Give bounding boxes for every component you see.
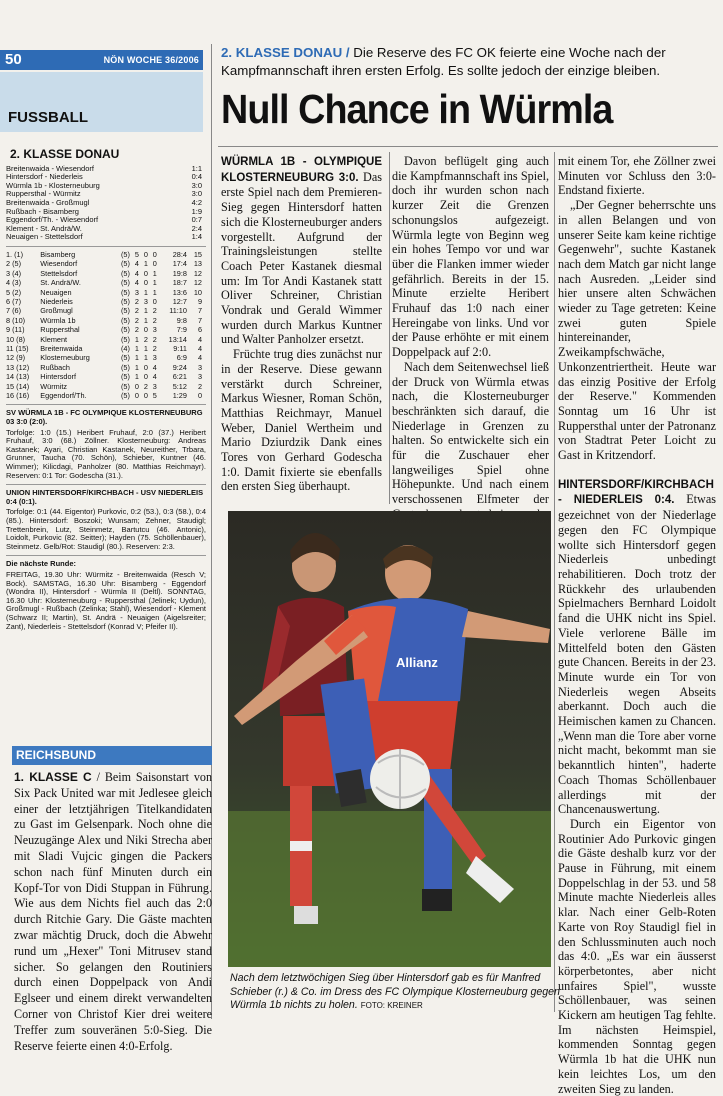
article-column-1 (221, 154, 382, 494)
issue-label: NÖN WOCHE 36/2006 (103, 55, 199, 65)
jersey-sponsor: Allianz (396, 655, 438, 670)
table-row (6, 259, 202, 268)
article-lead: HINTERSDORF/KIRCHBACH - NIEDERLEIS 0:4. (558, 478, 714, 507)
match-report-text: Torfolge: 0:1 (44. Eigentor) Purkovic, 0:2 (53.), 0:3 (58.), 0:4 (85.). Hintersdorf: Boszoki; Wunsam; Zehner, Staudigl; Trettenbrein, Lutz, Steinmetz, Bartutcu (46. Antonic), Loidolt, Purkovic (82. Seitter); Hayden (75. Schöllenbauer), Steinmetz. Gelb/Rot: Staudigl (80.). Reserven: 2:3. (6, 507, 206, 551)
table-row (6, 372, 202, 381)
table-cell: Ruppersthal (40, 325, 80, 335)
table-row (6, 391, 202, 400)
table-cell: Würmitz (40, 381, 68, 391)
table-cell: 0 (152, 296, 157, 306)
section-box (0, 72, 203, 132)
table-cell: 1 (143, 315, 148, 325)
table-row (6, 325, 202, 334)
table-cell: 14 (13) (6, 372, 30, 382)
table-cell: (4) (120, 344, 130, 353)
table-cell: 0 (143, 372, 148, 382)
table-cell: 5 (2) (6, 287, 22, 297)
section-label: FUSSBALL (8, 109, 88, 126)
table-cell: 1:29 (172, 391, 187, 401)
table-cell: 3 (197, 362, 202, 372)
article-column-3 (558, 154, 716, 1096)
match-photo-illustration (228, 511, 551, 967)
table-cell: 13 (12) (6, 362, 30, 372)
table-row (6, 306, 202, 315)
table-cell: 1 (134, 372, 139, 382)
table-cell: Eggendorf/Th. (40, 391, 87, 401)
table-row (6, 363, 202, 372)
table-cell: 15 (193, 249, 202, 259)
table-cell: 9 (11) (6, 325, 25, 335)
table-cell: 1 (134, 344, 139, 353)
table-cell: 17:4 (172, 259, 187, 269)
table-cell: 5:12 (172, 381, 187, 391)
paragraph: Etwas gezeichnet von der Niederlage gegen den FC Olympique wollte sich Hintersdorf gegen Niederleis unbedingt rehabilitieren. Doch trotz der Rückkehr des urlaubenden Spielmachers Bernhard Loidolt fand die UHK nicht ins Spiel. Viele verlorene Bälle im Mittelfeld boten den Gästen gute Chancen. Bereits in der 23. Minute wurde ein Tor von Niederleis wegen Abseits aberkannt. Doch auch die Heimischen kamen zu Chancen. „Wenn man die Tore aber vorne nicht macht, bekommt man sie bekanntlich hinten", haderte Coach Thomas Schöllenbauer allerdings mit der Chancenauswertung. (558, 492, 716, 817)
table-cell: 6:21 (172, 372, 187, 382)
table-cell: 3 (152, 353, 157, 363)
table-cell: 1 (143, 287, 148, 297)
table-cell: Rußbach (40, 362, 70, 372)
table-row (6, 297, 202, 306)
result-score: 1:4 (191, 232, 202, 242)
result-score: 4:2 (191, 197, 202, 207)
table-cell: Neuaigen (40, 287, 72, 297)
table-cell: 1 (134, 362, 139, 372)
match-report-heading: SV WÜRMLA 1B - FC OLYMPIQUE KLOSTERNEUBURG 03 3:0 (2:0). (6, 408, 203, 427)
table-cell: (5) (120, 259, 130, 269)
table-cell: 1 (143, 259, 148, 269)
table-cell: 1 (143, 306, 148, 316)
slash: / (96, 770, 105, 784)
table-cell: (5) (120, 325, 130, 335)
table-cell: 0 (143, 249, 148, 259)
table-cell: Bisamberg (40, 249, 76, 259)
paragraph: mit einem Tor, ehe Zöllner zwei Minuten vor Schluss den 3:0-Endstand fixierte. (558, 154, 716, 198)
table-cell: (5) (120, 334, 130, 344)
table-row (6, 353, 202, 362)
table-cell: 1 (143, 344, 148, 353)
table-cell: 2 (152, 334, 157, 344)
divider (6, 246, 206, 247)
table-cell: 9:24 (172, 362, 187, 372)
table-cell: 2 (152, 306, 157, 316)
table-cell: 2 (134, 315, 139, 325)
table-cell: 1 (152, 278, 157, 288)
next-round-text: FREITAG, 19.30 Uhr: Würmitz - Breitenwaida (Resch V; Bock). SAMSTAG, 16.30 Uhr: Bisamberg - Eggendorf (Wondra II), Hintersdorf - Würmla II (Deltl). SONNTAG, 16.30 Uhr: Klosterneuburg - Ruppersthal (Jelinek; Uydun), Großmugl - Rußbach (Zelinka; Stahl), Wiesendorf - Klement (Schwarz II; Martin), St. Andrä - Neuaigen (Aigelsreiter; Zant), Niederleis - Stettelsdorf (Konrad V; Pfeifer II). (6, 569, 206, 631)
table-cell: 3 (4) (6, 268, 22, 278)
table-cell: Klement (40, 334, 68, 344)
table-cell: 6 (197, 325, 202, 335)
page-header-bar (0, 50, 203, 70)
table-cell: 2 (134, 325, 139, 335)
table-cell: 2 (5) (6, 259, 22, 269)
reichsbund-kicker: 1. KLASSE C (14, 770, 92, 784)
result-match: Klement - St. Andrä/W. (6, 223, 82, 233)
table-cell: 13:14 (168, 334, 187, 344)
table-cell: 7 (197, 315, 202, 325)
table-cell: (5) (120, 268, 130, 278)
table-cell: (5) (120, 353, 130, 363)
table-cell: St. Andrä/W. (40, 278, 81, 288)
column-rule (554, 152, 555, 1012)
photo-credit: FOTO: KREINER (360, 1001, 423, 1010)
result-match: Eggendorf/Th. - Wiesendorf (6, 215, 99, 225)
table-cell: 18:7 (172, 278, 187, 288)
table-cell: 8 (10) (6, 315, 26, 325)
table-cell: 7:9 (176, 325, 187, 335)
table-cell: (5) (120, 391, 130, 401)
table-cell: 5 (134, 249, 139, 259)
table-cell: (5) (120, 381, 130, 391)
paragraph: Davon beflügelt ging auch die Kampfmannschaft ins Spiel, doch ihr wurden schon nach kurzer Zeit die Grenzen schonungslos aufgezeigt. Würmla legte von Beginn weg ein hohes Tempo vor und war über die Flanken immer wieder gefährlich. Bereits in der 15. Minute erzielte Heribert Fruhauf das 1:0 nach einer Hereingabe von links. Und vor der Pause erhöhte er mit einem Doppelpack auf 2:0. (392, 154, 549, 360)
page-number: 50 (5, 51, 22, 68)
table-cell: Breitenwaida (40, 344, 83, 353)
kicker-label: 2. KLASSE DONAU / (221, 45, 350, 60)
result-match: Breitenwaida - Großmugl (6, 197, 90, 207)
kicker-text: Die Reserve des FC OK feierte eine Woche nach der Kampfmannschaft ihren ersten Erfolg. Es sollte jedoch der einzige bleiben. (221, 45, 666, 78)
paragraph: Nach dem Seitenwechsel ließ der Druck von Würmla etwas nach, die Klosterneuburger beschränkten sich darauf, die Niederlage in Grenzen zu halten. So entwickelte sich ein für die Zuschauer eher langweiliges Spiel ohne Höhepunkte. Und nach einem verschossenen Elfmeter der (392, 359, 549, 507)
paragraph: Das erste Spiel nach dem Premieren-Sieg gegen Hintersdorf hatten sich die Klosterneuburger anders vorgestellt. Aufgrund der Trainingsleistungen stellte Coach Peter Kastanek diesmal um: Im Tor Andi Kastanek statt Oliver Schreiner, Christian Vondrak und Gerald Wimmer wurden durch Markus Kuntner und Walter Panholzer ersetzt. (221, 169, 382, 347)
result-row (6, 233, 206, 242)
table-cell: 2 (143, 381, 148, 391)
table-cell: 10 (8) (6, 334, 26, 344)
table-cell: 3 (197, 372, 202, 382)
match-report-heading: UNION HINTERSDORF/KIRCHBACH - USV NIEDERLEIS 0:4 (0:1). (6, 488, 204, 506)
result-match: Würmla 1b - Klosterneuburg (6, 180, 100, 190)
result-score: 0:7 (191, 215, 202, 225)
table-cell: 0 (152, 259, 157, 269)
table-cell: Wiesendorf (40, 259, 78, 269)
table-cell: 1 (134, 353, 139, 363)
table-row (6, 335, 202, 344)
table-cell: 4 (3) (6, 278, 22, 288)
table-cell: 7 (6) (6, 306, 22, 316)
table-cell: 12 (193, 278, 202, 288)
table-cell: 0 (197, 391, 202, 401)
paragraph: Durch ein Eigentor von Routinier Ado Purkovic gingen die Gäste deshalb kurz vor der Pause in Führung, mit einem Doppelschlag in der 53. und 58 Minute machte Niederleis alles klar. Nach einer Gelb-Roten Karte von Roy Staudigl fiel in den Schlussminuten auch noch das 4:0. „Es war ein äusserst körperbetontes, aber nicht unfaires Spiel", wusste Schöllenbauer, was seinen Kickern am heutigen Tag fehlte. Im nächsten Heimspiel, kommenden Sonntag gegen Würmla 1b hat die UHK nun kein leichtes Los, um den zweiten Sieg zu landen. (558, 816, 716, 1096)
reichsbund-article (14, 770, 212, 1054)
result-score: 2:4 (191, 223, 202, 233)
match-photo (228, 511, 551, 967)
table-cell: 3 (134, 287, 139, 297)
match-report-text: Torfolge: 1:0 (15.) Heribert Fruhauf, 2:0 (37.) Heribert Fruhauf, 3:0 (68.) Zöllner. Klosterneuburg: Andreas Kastanek; Ayari, Christian Kastanek, Neureither, Trbara, Grunner, Taucha (70. Schön), Schieber, Kuntner (46. Wimmer); Kilicdagi, Panholzer (80. Matthias Reichmayr). Reserven: 0:1 Tor: Godescha (31.). (6, 427, 206, 480)
table-cell: 12 (193, 268, 202, 278)
results-list (6, 165, 206, 242)
table-cell: (5) (120, 315, 130, 325)
table-cell: Großmugl (40, 306, 73, 316)
table-cell: 0 (143, 325, 148, 335)
article-kicker (221, 44, 701, 80)
result-match: Ruppersthal - Würmitz (6, 189, 81, 199)
table-cell: 9 (197, 296, 202, 306)
photo-caption (230, 972, 560, 1013)
paragraph: „Der Gegner beherrschte uns in allen Belangen und von unserer Seite kam keine richtige Gegenwehr", suchte Kastanek nach dem Match gar nicht lange nach Ausreden. „Leider sind hier unsere alten Schwächen wieder zu Tage getreten: Keine zwei guten Spiele hintereinander, Zweikampfschwäche, Unkonzentriertheit. Heute war das einzig Positive der Erfolg der Reserve." Kommenden Sonntag um 16 Uhr ist Ruppersthal unter der Patronanz von Stadtrat Peter Loicht zu Gast in Kritzendorf. (558, 198, 716, 463)
table-row (6, 278, 202, 287)
result-score: 1:9 (191, 206, 202, 216)
table-cell: Stettelsdorf (40, 268, 78, 278)
table-cell: 5 (152, 391, 157, 401)
table-cell: 4 (197, 334, 202, 344)
result-match: Breitenwaida - Wiesendorf (6, 163, 94, 173)
table-cell: Würmla 1b (40, 315, 76, 325)
divider (6, 555, 206, 556)
caption-text: Nach dem letztwöchigen Sieg über Hintersdorf gab es für Manfred Schieber (r.) & Co. im Dress des FC Olympique Klosterneuburg gegen Würmla 1b nichts zu holen. (230, 972, 560, 1011)
table-cell: 0 (152, 249, 157, 259)
table-cell: 12:7 (172, 296, 187, 306)
table-cell: 6 (7) (6, 296, 22, 306)
table-cell: 0 (143, 391, 148, 401)
table-cell: 2 (134, 306, 139, 316)
table-cell: 3 (143, 296, 148, 306)
table-cell: 10 (193, 287, 202, 297)
table-cell: 15 (14) (6, 381, 30, 391)
table-cell: 19:8 (172, 268, 187, 278)
table-cell: 11 (15) (6, 344, 29, 353)
table-cell: 4 (134, 268, 139, 278)
table-cell: 4 (197, 353, 202, 363)
table-cell: (5) (120, 249, 130, 259)
league-title: 2. KLASSE DONAU (10, 147, 120, 161)
table-cell: (5) (120, 287, 130, 297)
table-cell: 0 (143, 268, 148, 278)
league-sidebar (6, 147, 206, 631)
table-cell: 6:9 (176, 353, 187, 363)
article-lead: WÜRMLA 1B - OLYMPIQUE KLOSTERNEUBURG 3:0. (221, 156, 382, 184)
table-cell: 4 (152, 372, 157, 382)
headline-rule (218, 146, 718, 147)
table-cell: 12 (9) (6, 353, 26, 363)
table-cell: 3 (152, 381, 157, 391)
divider (6, 484, 206, 485)
table-cell: 2 (143, 334, 148, 344)
table-row (6, 250, 202, 259)
table-cell: 1 (143, 353, 148, 363)
reichsbund-text: Beim Saisonstart von Six Pack United war mit Jedlesee gleich einer der letztjährigen Titelkandidaten zu Gast im Gelsenpark. Noch ohne die Neuzugänge Alex und Niki Strecha aber mit Sladi Vujcic gingen die Packers schon nach fünf Minuten durch ein Kopf-Tor von Didi Stuppan in Führung. Wie aus dem Nichts fiel auch das 2:0 durch Ritchie Gary. Die Gäste machten zwar mächtig Druck, doch die Abwehr rund um „Hexer" Toni Mitrusev stand sicher. So gelangen den Routiniers durch einen Doppelpack von Andi Eglseer und einem direkt verwandelten Corner von Christof Kier drei weitere Treffer zum souveränen 5:0-Sieg. Die Reserve feierte einen 4:0-Erfolg. (14, 770, 212, 1053)
table-cell: 1. (1) (6, 249, 24, 259)
table-cell: 1 (152, 287, 157, 297)
table-cell: 1 (134, 334, 139, 344)
table-cell: 2 (152, 344, 157, 353)
paragraph: Früchte trug dies zunächst nur in der Reserve. Diese gewann verstärkt durch Schreiner, Markus Wiesner, Roman Schön, Matthias Reichmayr, Manuel Weber, Daniel Wertheim und Mario Dziurdzik Dank eines Tores von Gerhard Godescha 1:0. Damit fixierte sie ebenfalls den ersten Sieg überhaupt. (221, 347, 382, 494)
table-cell: 3 (152, 325, 157, 335)
table-cell: 1 (152, 268, 157, 278)
result-match: Hintersdorf - Niederleis (6, 172, 83, 182)
table-cell: Hintersdorf (40, 372, 76, 382)
table-cell: 4 (134, 278, 139, 288)
table-row (6, 344, 202, 353)
table-cell: 0 (143, 278, 148, 288)
table-cell: 2 (197, 381, 202, 391)
table-row (6, 269, 202, 278)
result-match: Neuaigen - Stettelsdorf (6, 232, 83, 242)
table-cell: (5) (120, 372, 130, 382)
table-cell: 16 (16) (6, 391, 30, 401)
table-row (6, 288, 202, 297)
table-cell: 7 (197, 306, 202, 316)
table-cell: (5) (120, 306, 130, 316)
column-rule (389, 152, 390, 504)
table-row (6, 382, 202, 391)
article-column-2 (392, 154, 549, 522)
next-round-heading: Die nächste Runde: (6, 559, 77, 569)
result-match: Rußbach - Bisamberg (6, 206, 79, 216)
table-cell: 9:8 (176, 315, 187, 325)
table-row (6, 316, 202, 325)
table-cell: 0 (134, 381, 139, 391)
table-cell: 2 (134, 296, 139, 306)
result-score: 0:4 (191, 172, 202, 182)
result-score: 1:1 (191, 163, 202, 173)
reichsbund-bar: REICHSBUND (12, 746, 212, 765)
table-cell: 28:4 (172, 249, 187, 259)
table-cell: (5) (120, 296, 130, 306)
table-cell: (5) (120, 362, 130, 372)
table-cell: 13 (193, 259, 202, 269)
table-cell: 9:11 (173, 344, 187, 353)
table-cell: 2 (152, 315, 157, 325)
table-cell: 4 (197, 344, 202, 353)
table-cell: 13:6 (172, 287, 187, 297)
table-cell: 0 (143, 362, 148, 372)
table-cell: 4 (152, 362, 157, 372)
divider (6, 404, 206, 405)
table-cell: 4 (134, 259, 139, 269)
table-cell: 0 (134, 391, 139, 401)
table-cell: Klosterneuburg (40, 353, 90, 363)
league-table (6, 250, 202, 401)
result-score: 3:0 (191, 180, 202, 190)
article-headline: Null Chance in Würmla (221, 86, 613, 132)
table-cell: 11:10 (169, 306, 187, 316)
table-cell: Niederleis (40, 296, 73, 306)
table-cell: (5) (120, 278, 130, 288)
result-score: 3:0 (191, 189, 202, 199)
